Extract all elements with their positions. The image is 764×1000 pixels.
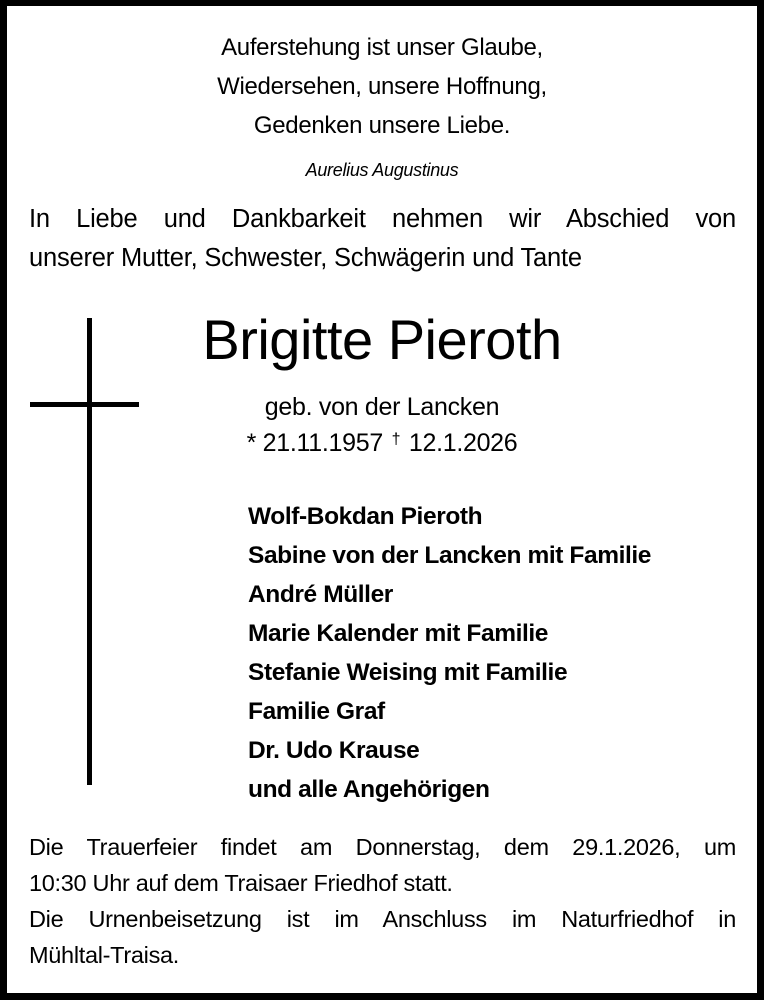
mourner-name: Wolf-Bokdan Pieroth <box>248 503 483 530</box>
intro-line: In Liebe und Dankbarkeit nehmen wir Abschied von <box>29 205 736 233</box>
dagger-icon: † <box>391 431 401 448</box>
mourner-name: Familie Graf <box>248 698 385 725</box>
intro-line: unserer Mutter, Schwester, Schwägerin und Tante <box>29 244 582 272</box>
service-info-line: 10:30 Uhr auf dem Traisaer Friedhof statt. <box>29 870 453 896</box>
service-info-line: Mühltal-Traisa. <box>29 942 180 968</box>
quote-author: Aurelius Augustinus <box>305 160 459 180</box>
quote-line: Wiedersehen, unsere Hoffnung, <box>217 73 547 100</box>
service-info-line: Die Trauerfeier findet am Donnerstag, dem 29.1.2026, um <box>29 834 736 860</box>
mourner-name: Sabine von der Lancken mit Familie <box>248 542 652 569</box>
deceased-name: Brigitte Pieroth <box>202 308 562 371</box>
mourner-name: und alle Angehörigen <box>248 776 490 803</box>
cross-vertical-bar <box>87 318 92 785</box>
mourner-name: Dr. Udo Krause <box>248 737 420 764</box>
birth-name: geb. von der Lancken <box>264 393 500 421</box>
birth-symbol: * <box>246 429 257 457</box>
life-dates <box>0 431 764 456</box>
birth-date: 21.11.1957 <box>262 429 383 457</box>
mourner-name: Marie Kalender mit Familie <box>248 620 549 647</box>
service-info-line: Die Urnenbeisetzung ist im Anschluss im Naturfriedhof in <box>29 906 736 932</box>
death-date: 12.1.2026 <box>408 429 518 457</box>
quote-line: Gedenken unsere Liebe. <box>253 112 511 139</box>
mourner-name: André Müller <box>248 581 393 608</box>
quote-line: Auferstehung ist unser Glaube, <box>221 34 543 61</box>
mourner-name: Stefanie Weising mit Familie <box>248 659 568 686</box>
